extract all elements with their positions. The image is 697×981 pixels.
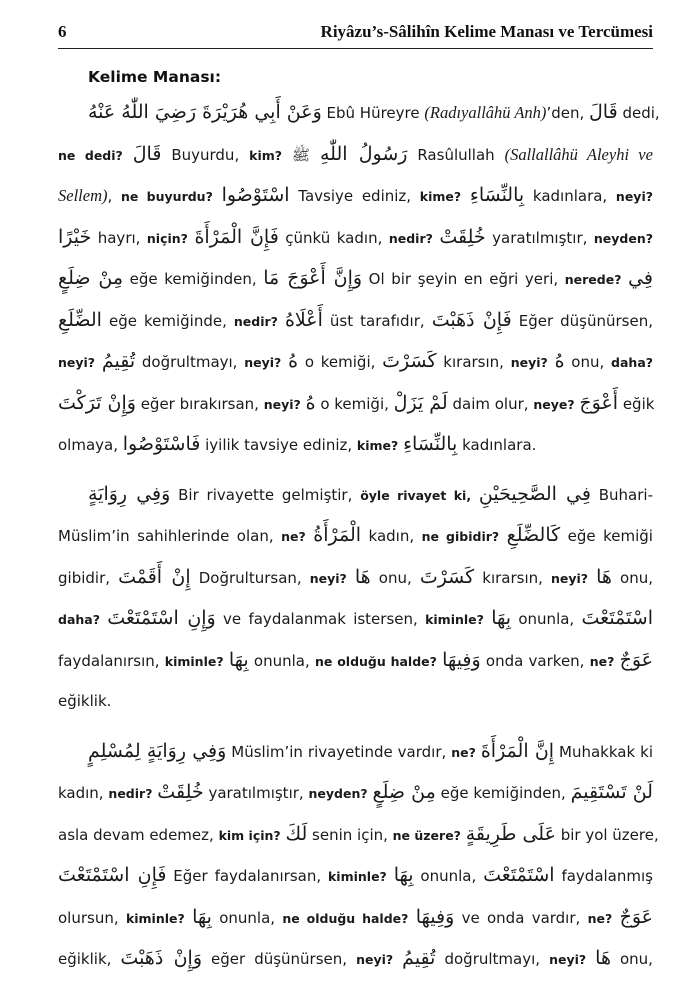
translation-text [499, 527, 507, 545]
arabic-phrase: وَفِيهَا [442, 648, 481, 671]
translation-text: onda varken, [480, 651, 590, 670]
bold-question: öyle rivayet ki, [360, 487, 472, 503]
translation-text: üst tarafıdır, [322, 311, 432, 330]
bold-question: neyi? [615, 189, 653, 204]
translation-text [185, 909, 192, 927]
translation-text [123, 146, 133, 164]
arabic-phrase: فِي الصَّحِيحَيْنِ [478, 482, 591, 505]
text-line [58, 938, 653, 980]
bold-question: neyi? [356, 952, 394, 967]
bold-question: nedir? [233, 313, 278, 329]
translation-text: eğe kemiğinden, [123, 270, 264, 288]
translation-text: o kemiği, [298, 353, 383, 371]
page-number: 6 [58, 22, 67, 41]
translation-text: ’den, [546, 104, 589, 122]
text-line [58, 175, 653, 217]
translation-text: kadınlara, [524, 187, 616, 205]
translation-text [588, 569, 596, 587]
text-line [58, 258, 653, 300]
translation-text [461, 187, 470, 205]
arabic-phrase: خُلِقَتْ [157, 781, 204, 803]
translation-text [408, 909, 415, 927]
bold-question: ne üzere? [392, 827, 461, 843]
bold-question: neye? [533, 396, 575, 412]
translation-text: bir yol üzere, [555, 825, 659, 844]
translation-text: Müslim’in rivayetinde vardır, [226, 742, 452, 761]
translation-text: eğik [618, 394, 655, 413]
arabic-phrase: خُلِقَتْ [439, 225, 486, 248]
arabic-phrase: وَإِنِ اسْتَمْتَعْتَ [107, 607, 216, 629]
translation-text: onunla, [511, 610, 582, 628]
bold-question: neyi? [309, 570, 347, 586]
arabic-phrase: قَالَ [589, 101, 618, 123]
translation-text: yaratılmıştır, [203, 784, 309, 802]
text-lines [58, 92, 660, 980]
translation-text: daim olur, [447, 394, 534, 413]
text-line [58, 341, 653, 383]
bold-question: nedir? [108, 786, 153, 801]
translation-text: faydalanmış [554, 867, 653, 885]
arabic-phrase: وَإِنَّ أَعْوَجَ مَا [263, 267, 363, 289]
bold-question: ne gibidir? [421, 529, 500, 544]
arabic-phrase: اسْتَوْصُوا [221, 184, 290, 206]
translation-text: onu, [610, 950, 653, 968]
translation-text: eğer düşünürsen, [202, 950, 357, 968]
bold-question: kim için? [218, 827, 281, 843]
running-title: Riyâzu’s-Sâlihîn Kelime Manası ve Tercümesi [320, 22, 653, 41]
arabic-phrase: بِالنِّسَاءِ [469, 184, 525, 206]
translation-text: Doğrultursan, [190, 568, 310, 587]
translation-text: Müslim’in sahihlerinde olan, [58, 527, 282, 545]
arabic-phrase: أَعْلَاهُ [284, 308, 323, 331]
bold-question: kiminle? [125, 910, 185, 926]
bold-question: neyi? [550, 570, 589, 586]
bold-question: ne? [587, 910, 613, 926]
translation-text [586, 950, 595, 968]
translation-text: senin için, [307, 825, 393, 844]
translation-text: Ol bir şeyin en eğri yeri, [362, 270, 565, 288]
bold-question: daha? [611, 355, 653, 370]
translation-text: yaratılmıştır, [485, 228, 594, 247]
translation-text: kırarsın, [474, 568, 551, 587]
bold-question: nerede? [564, 272, 622, 287]
translation-text: hayrı, [91, 228, 147, 247]
translation-text: olursun, [58, 908, 126, 927]
translation-text: faydalanırsın, [58, 651, 165, 670]
bold-question: daha? [58, 612, 100, 627]
translation-text [213, 187, 222, 205]
arabic-phrase: لَكَ [285, 822, 308, 845]
arabic-phrase: كَسَرْتَ [382, 350, 437, 372]
arabic-phrase: الضِّلَعِ [58, 308, 102, 331]
italic-honorific: Sellem) [58, 186, 108, 205]
translation-text [387, 867, 394, 885]
translation-text: onu, [370, 568, 420, 587]
arabic-phrase: مِنْ ضِلَعٍ [372, 781, 436, 803]
bold-question: neyi? [549, 952, 587, 967]
arabic-phrase: قَالَ [132, 142, 162, 165]
translation-text: onunla, [211, 908, 283, 927]
translation-text: doğrultmayı, [435, 950, 550, 968]
text-line [58, 855, 653, 897]
bold-question: neyi? [244, 355, 282, 370]
arabic-phrase: بِهَا [228, 648, 249, 671]
honorific-symbol: ﷺ [291, 145, 311, 164]
arabic-phrase: الْمَرْأَةُ [313, 524, 362, 546]
arabic-phrase: تُقِيمُ [402, 947, 436, 969]
arabic-phrase: فَإِنِ اسْتَمْتَعْتَ [58, 864, 167, 886]
bold-question: nedir? [388, 230, 433, 246]
translation-text: kadın, [361, 527, 422, 545]
translation-text: Buhari- [590, 485, 653, 504]
text-line [58, 598, 653, 640]
bold-question: kim? [249, 147, 282, 163]
translation-text [310, 146, 320, 164]
arabic-phrase: عَلَى طَرِيقَةٍ [465, 822, 556, 845]
arabic-phrase: لَمْ يَزَلْ [393, 391, 448, 414]
arabic-phrase: اسْتَمْتَعْتَ [581, 607, 653, 629]
italic-honorific: (Sallallâhü Aleyhi ve [504, 144, 653, 164]
arabic-phrase: فِي [628, 267, 653, 289]
translation-text: kadınlara. [457, 436, 537, 454]
bold-question: neyi? [510, 355, 548, 370]
arabic-phrase: عَوَجٌ [619, 648, 653, 671]
arabic-phrase: هَا [354, 565, 371, 588]
translation-text: Tavsiye ediniz, [289, 187, 420, 205]
arabic-phrase: فَاسْتَوْصُوا [122, 433, 201, 455]
translation-text: kırarsın, [436, 353, 511, 371]
bold-question: kime? [356, 438, 399, 453]
page-body [58, 62, 660, 980]
bold-question: neyi? [263, 396, 301, 412]
translation-text [95, 353, 102, 371]
translation-text: kadın, [58, 784, 109, 802]
bold-question: ne? [589, 653, 615, 669]
text-line [58, 897, 653, 939]
text-line [58, 217, 653, 259]
arabic-phrase: فَإِنَّ الْمَرْأَةَ [194, 225, 279, 248]
text-line [58, 383, 653, 425]
arabic-phrase: وَإِنْ ذَهَبْتَ [120, 947, 202, 969]
translation-text: onu, [564, 353, 612, 371]
translation-text [548, 353, 555, 371]
translation-text: onunla, [248, 651, 315, 670]
text-line [58, 474, 653, 516]
text-line [58, 772, 653, 814]
bold-question: ne olduğu halde? [315, 653, 437, 669]
translation-text: eğer bırakırsan, [135, 394, 264, 413]
translation-text [278, 312, 285, 330]
bold-question: kiminle? [425, 612, 484, 627]
section-heading: Kelime Manası: [88, 68, 222, 86]
text-line [58, 814, 659, 856]
translation-text [471, 486, 479, 504]
text-line [58, 134, 653, 176]
arabic-phrase: عَوَجٌ [619, 905, 653, 928]
translation-text [393, 950, 402, 968]
arabic-phrase: كَسَرْتَ [419, 565, 475, 588]
translation-text: asla devam edemez, [58, 825, 219, 844]
bold-question: neyden? [308, 786, 368, 801]
translation-text: eğiklik, [58, 950, 121, 968]
translation-text: Eğer faydalanırsan, [166, 867, 328, 885]
text-line [58, 731, 653, 773]
translation-text: onunla, [413, 867, 484, 885]
translation-text [612, 909, 619, 927]
bold-question: ne? [281, 529, 306, 544]
bold-question: ne dedi? [58, 147, 123, 163]
translation-text: eğe kemiği [560, 527, 653, 545]
bold-question: ne olduğu halde? [282, 910, 409, 926]
arabic-phrase: خَيْرًا [58, 225, 92, 248]
arabic-phrase: بِهَا [192, 905, 212, 928]
translation-text: o kemiği, [315, 394, 394, 413]
translation-text: ve onda vardır, [454, 908, 588, 927]
arabic-phrase: رَسُولُ اللّٰهِ [319, 142, 408, 165]
bold-question: kime? [419, 189, 462, 204]
translation-text [347, 569, 355, 587]
arabic-phrase: اسْتَمْتَعْتَ [483, 864, 555, 886]
text-line [58, 681, 653, 723]
translation-text: çünkü kadın, [278, 228, 389, 247]
page-header [58, 22, 653, 49]
translation-text: dedi, [617, 104, 660, 122]
bold-question: neyi? [58, 355, 96, 370]
translation-text: Bir rivayette gelmiştir, [170, 485, 361, 504]
arabic-phrase: وَعَنْ أَبِي هُرَيْرَةَ رَضِيَ اللّٰهُ عَنْهُ [88, 101, 322, 123]
translation-text: iyilik tavsiye ediniz, [200, 436, 357, 454]
translation-text: , [107, 187, 121, 205]
bold-question: kiminle? [327, 869, 387, 884]
arabic-phrase: فَإِنْ ذَهَبْتَ [431, 308, 512, 331]
translation-text: Ebû Hüreyre [321, 104, 425, 122]
arabic-phrase: مِنْ ضِلَعٍ [58, 267, 124, 289]
arabic-phrase: بِهَا [491, 607, 512, 629]
translation-text: gibidir, [58, 568, 119, 587]
translation-text: olmaya, [58, 436, 123, 454]
translation-text [282, 146, 292, 164]
arabic-phrase: بِهَا [393, 864, 414, 886]
arabic-phrase: إِنَّ الْمَرْأَةَ [480, 739, 555, 762]
arabic-phrase: هُ [305, 391, 316, 414]
arabic-phrase: وَفِي رِوَايَةٍ [88, 482, 171, 505]
bold-question: niçin? [146, 230, 188, 246]
translation-text: onu, [611, 568, 653, 587]
arabic-phrase: وَفِيهَا [415, 905, 455, 928]
text-line [58, 640, 653, 682]
translation-text: eğe kemiğinden, [435, 784, 571, 802]
translation-text: doğrultmayı, [135, 353, 245, 371]
arabic-phrase: كَالضِّلَعِ [506, 524, 561, 546]
translation-text: eğe kemiğinde, [101, 311, 234, 330]
arabic-phrase: بِالنِّسَاءِ [403, 433, 458, 455]
italic-honorific: (Radıyallâhü Anh) [424, 103, 547, 122]
arabic-phrase: هُ [554, 350, 565, 372]
arabic-phrase: هُ [288, 350, 299, 372]
text-line [58, 92, 660, 134]
text-line [58, 515, 653, 557]
arabic-phrase: وَفِي رِوَايَةٍ لِمُسْلِمٍ [88, 739, 227, 762]
bold-question: ne buyurdu? [120, 189, 213, 204]
translation-text: Muhakkak ki [554, 742, 653, 761]
text-line [58, 300, 653, 342]
bold-question: ne? [451, 744, 476, 760]
arabic-phrase: لَنْ تَسْتَقِيمَ [570, 781, 653, 803]
translation-text: ve faydalanmak istersen, [215, 610, 426, 628]
arabic-phrase: هَا [595, 947, 611, 969]
arabic-phrase: وَإِنْ تَرَكْتَ [58, 391, 136, 414]
arabic-phrase: تُقِيمُ [101, 350, 136, 372]
translation-text: Eğer düşünürsen, [511, 311, 653, 330]
arabic-phrase: هَا [596, 565, 612, 588]
translation-text: eğiklik. [58, 692, 112, 710]
translation-text: Rasûlullah [407, 145, 505, 164]
arabic-phrase: أَعْوَجَ [579, 391, 619, 414]
bold-question: neyden? [593, 230, 653, 246]
text-line [58, 424, 653, 466]
arabic-phrase: إِنْ أَقَمْتَ [118, 565, 191, 588]
translation-text: Buyurdu, [161, 145, 250, 164]
text-line [58, 557, 653, 599]
bold-question: kiminle? [164, 653, 224, 669]
